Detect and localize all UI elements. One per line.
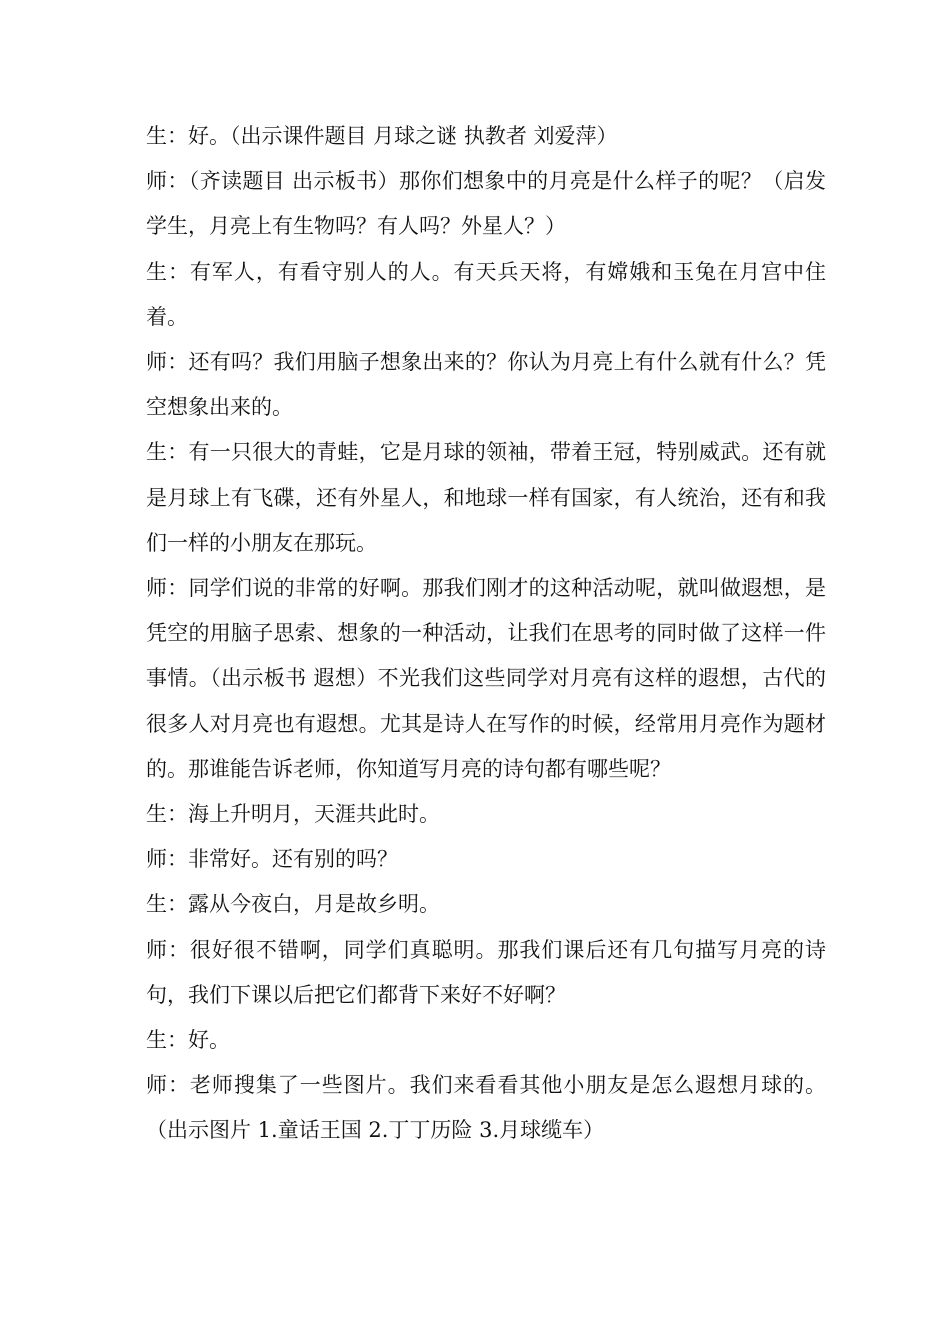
paragraph-7: 生：海上升明月，天涯共此时。: [146, 802, 440, 827]
paragraph-1: 生：好。（出示课件题目 月球之谜 执教者 刘爱萍）: [146, 124, 618, 148]
paragraph-10: 师：很好很不错啊，同学们真聪明。那我们课后还有几句描写月亮的诗句，我们下课以后把它们都背下来好不好啊？: [146, 937, 826, 1007]
paragraph-8: 师：非常好。还有别的吗？: [146, 847, 398, 872]
paragraph-3: 生：有军人，有看守别人的人。有天兵天将，有嫦娥和玉兔在月宫中住着。: [146, 259, 826, 329]
paragraph-6: 师：同学们说的非常的好啊。那我们刚才的这种活动呢，就叫做遐想，是凭空的用脑子思索、想象的一种活动，让我们在思考的同时做了这样一件事情。（出示板书 遐想）不光我们这些同学对月亮有这样的遐想，古代的很多人对月亮也有遐想。尤其是诗人在写作的时候，经常用月亮作为题材的。那谁能告诉老师，你知道写月亮的诗句都有哪些呢？: [146, 576, 826, 781]
document-body: [146, 114, 826, 1154]
paragraph-11: 生：好。: [146, 1028, 230, 1053]
paragraph-4: 师：还有吗？我们用脑子想象出来的？你认为月亮上有什么就有什么？凭空想象出来的。: [146, 350, 826, 420]
paragraph-2: 师：（齐读题目 出示板书）那你们想象中的月亮是什么样子的呢？（启发学生，月亮上有生物吗？有人吗？外星人？）: [146, 169, 826, 239]
paragraph-9: 生：露从今夜白，月是故乡明。: [146, 892, 440, 917]
paragraph-12: 师：老师搜集了一些图片。我们来看看其他小朋友是怎么遐想月球的。（出示图片 1.童话王国 2.丁丁历险 3.月球缆车）: [146, 1073, 826, 1143]
paragraph-5: 生：有一只很大的青蛙，它是月球的领袖，带着王冠，特别威武。还有就是月球上有飞碟，还有外星人，和地球一样有国家，有人统治，还有和我们一样的小朋友在那玩。: [146, 440, 826, 555]
